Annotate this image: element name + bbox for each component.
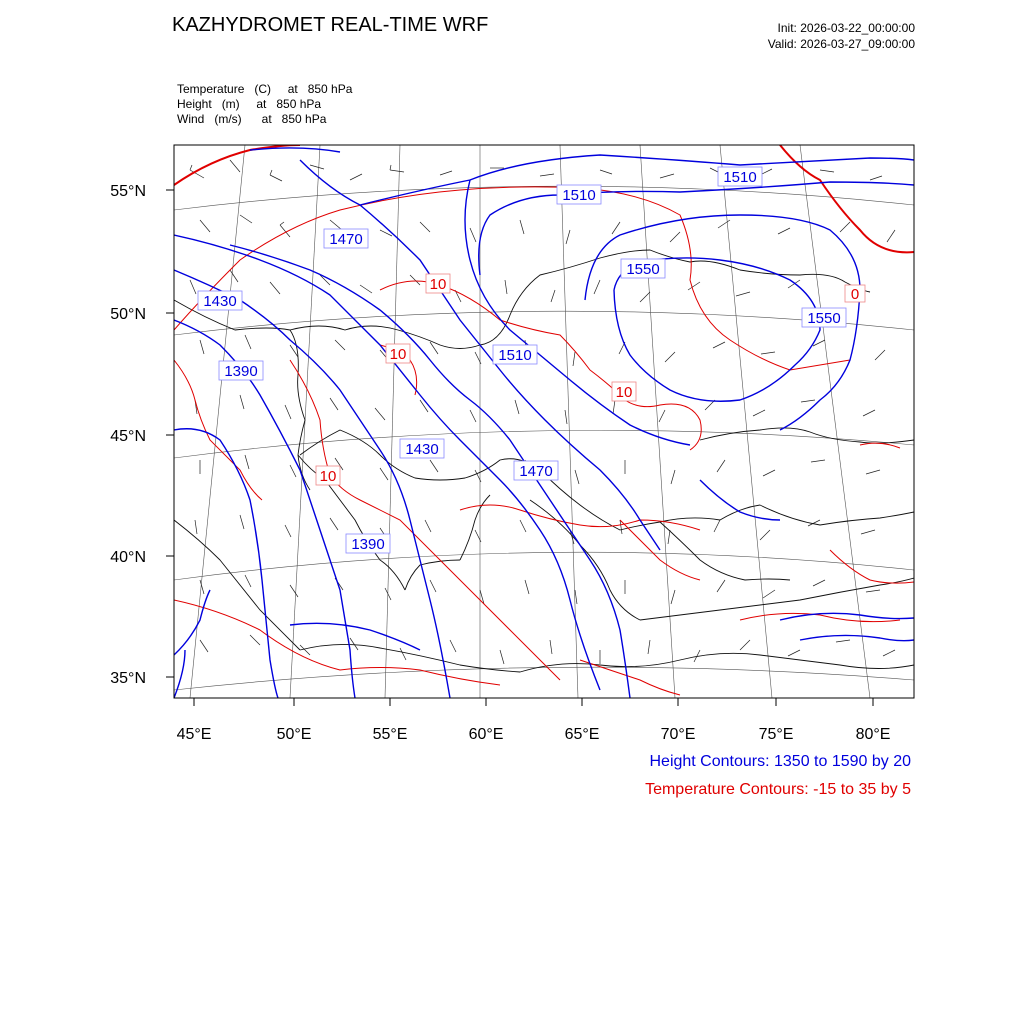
height-label — [400, 439, 444, 458]
field-height: Height (m) at 850 hPa — [177, 97, 322, 111]
field-wind: Wind (m/s) at 850 hPa — [177, 112, 327, 126]
lat-tick-label: 55°N — [110, 183, 146, 200]
height-label — [493, 345, 537, 364]
temperature-label — [386, 344, 410, 363]
svg-text:1510: 1510 — [562, 187, 596, 204]
svg-text:1470: 1470 — [519, 463, 553, 480]
svg-text:1510: 1510 — [498, 347, 532, 364]
init-time: Init: 2026-03-22_00:00:00 — [777, 21, 915, 35]
valid-time: Valid: 2026-03-27_09:00:00 — [767, 37, 915, 51]
svg-text:10: 10 — [319, 468, 337, 485]
svg-text:1390: 1390 — [224, 363, 258, 380]
svg-text:1550: 1550 — [807, 310, 841, 327]
temperature-label — [316, 466, 340, 485]
svg-text:10: 10 — [389, 346, 407, 363]
lat-tick-label: 45°N — [110, 428, 146, 445]
height-label-group — [198, 167, 846, 553]
height-label — [198, 291, 242, 310]
chart-title: KAZHYDROMET REAL-TIME WRF — [172, 14, 489, 36]
longitude-axis — [194, 698, 873, 706]
field-temperature: Temperature (C) at 850 hPa — [177, 82, 353, 96]
svg-text:1470: 1470 — [329, 231, 363, 248]
height-label — [557, 185, 601, 204]
temperature-label — [612, 382, 636, 401]
latitude-axis — [166, 190, 174, 677]
height-label — [324, 229, 368, 248]
height-legend: Height Contours: 1350 to 1590 by 20 — [649, 753, 911, 770]
svg-text:10: 10 — [615, 384, 633, 401]
height-label — [802, 308, 846, 327]
height-label — [718, 167, 762, 186]
lon-tick-label: 50°E — [276, 726, 312, 743]
svg-text:1430: 1430 — [203, 293, 237, 310]
lon-tick-label: 65°E — [564, 726, 600, 743]
height-contours — [174, 148, 914, 698]
lon-tick-label: 45°E — [176, 726, 212, 743]
svg-text:1550: 1550 — [626, 261, 660, 278]
svg-text:1510: 1510 — [723, 169, 757, 186]
svg-text:1390: 1390 — [351, 536, 385, 553]
svg-text:1430: 1430 — [405, 441, 439, 458]
height-label — [514, 461, 558, 480]
temperature-label — [845, 285, 865, 303]
svg-text:0: 0 — [850, 286, 860, 303]
temperature-label — [426, 274, 450, 293]
temperature-contours — [174, 145, 914, 695]
lat-tick-label: 35°N — [110, 670, 146, 687]
svg-text:10: 10 — [429, 276, 447, 293]
temperature-label-group — [316, 274, 865, 485]
lon-tick-label: 80°E — [855, 726, 891, 743]
lon-tick-label: 75°E — [758, 726, 794, 743]
height-label — [346, 534, 390, 553]
lon-tick-label: 55°E — [372, 726, 408, 743]
lat-tick-label: 50°N — [110, 306, 146, 323]
lon-tick-label: 60°E — [468, 726, 504, 743]
height-label — [621, 259, 665, 278]
height-label — [219, 361, 263, 380]
lat-tick-label: 40°N — [110, 549, 146, 566]
temperature-legend: Temperature Contours: -15 to 35 by 5 — [645, 781, 911, 798]
lon-tick-label: 70°E — [660, 726, 696, 743]
